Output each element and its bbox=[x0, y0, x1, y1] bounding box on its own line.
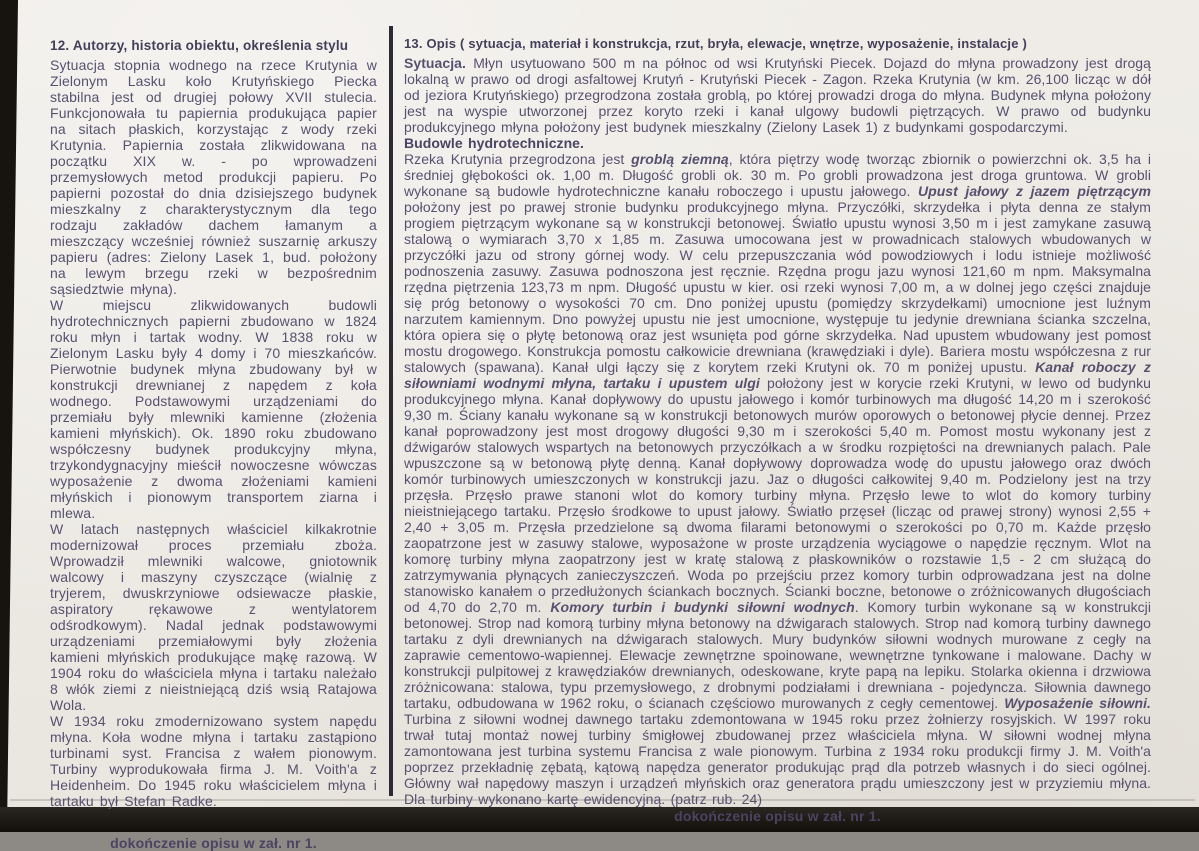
section-12-paragraph: W miejscu zlikwidowanych budowli hydrotechnicznych papierni zbudowano w 1824 roku młyn i tartak wodny. W 1838 roku w Zielonym Lasku były 4 domy i 70 mieszkańców. Pierwotnie budynek młyna zbudowany był w konstrukcji drewnianej z napędem z koła wodnego. Podstawowymi urządzeniami do przemiału były mlewniki kamienne (złożenia kamieni młyńskich). Ok. 1890 roku zbudowano współczesny budynek produkcyjny młyna, trzykondygnacyjny mieścił nowoczesne wówczas wyposażenie z dwoma złożeniami kamieni młyńskich i pionowym transportem ziarna i mlewa. bbox=[50, 297, 377, 521]
section-13-paragraph-sytuacja: Sytuacja. Młyn usytuowano 500 m na północ od wsi Krutyński Piecek. Dojazd do młyna prowadzony jest drogą lokalną w prawo od drogi asfaltowej Krutyń - Krutyński Piecek - Zagon. Rzeka Krutynia (w km. 26,100 licząc w dół od jeziora Krutyńskiego) przegrodzona została groblą, po której prowadzi droga do młyna. Budynek młyna położony jest na wyspie utworzonej przez koryto rzeki i kanał ulgowy budowli piętrzących. W prawo od budynku produkcyjnego młyna położony jest budynek mieszkalny (Zielony Lasek 1) z budynkami gospodarczymi. bbox=[404, 55, 1151, 135]
section-13-continuation-note: dokończenie opisu w zał. nr 1. bbox=[674, 808, 881, 824]
section-13-title: 13. Opis ( sytuacja, materiał i konstrukcja, rzut, bryła, elewacje, wnętrze, wyposażenie, instalacje ) bbox=[404, 36, 1027, 51]
section-12-continuation-note: dokończenie opisu w zał. nr 1. bbox=[110, 835, 317, 851]
section-13-description bbox=[404, 36, 1151, 824]
section-12-paragraph: W 1934 roku zmodernizowano system napędu młyna. Koła wodne młyna i tartaku zastąpiono turbinami syst. Francisa z wałem pionowym. Turbiny wyprodukowała firma J. M. Voith'a z Heidenheim. Do 1945 roku właścicielem młyna i tartaku był Stefan Radke. bbox=[50, 713, 377, 809]
section-12-authors-history bbox=[50, 38, 377, 851]
scan-edge-left bbox=[0, 0, 18, 832]
section-12-paragraph: W latach następnych właściciel kilkakrotnie modernizował proces przemiału zboża. Wprowadził mlewniki walcowe, gniotownik walcowy i maszyny czyszczące (wialnię z tryjerem, dwuskrzyniowe odsiewacze płaskie, aspiratory rękawowe z wentylatorem odśrodkowym). Nadal jednak podstawowymi urządzeniami przemiałowymi były złożenia kamieni młyńskich produkujące mąkę razową. W 1904 roku do właściciela młyna i tartaku należało 8 włók ziemi z nieistniejącą dziś wsią Ratajowa Wola. bbox=[50, 521, 377, 713]
section-13-subheading-budowle: Budowle hydrotechniczne. bbox=[404, 135, 584, 151]
section-13-paragraph-hydrotechnika: Rzeka Krutynia przegrodzona jest groblą ziemną, która piętrzy wodę tworząc zbiornik o powierzchni ok. 3,5 ha i średniej głębokości ok. 1,00 m. Długość grobli ok. 30 m. Po grobli prowadzona jest droga gruntowa. W grobli wykonane są budowle hydrotechniczne kanału roboczego i upustu jałowego. Upust jałowy z jazem piętrzącym położony jest po prawej stronie budynku produkcyjnego młyna. Przyczółki, skrzydełka i płyta denna ze stałym progiem piętrzącym wykonane są w konstrukcji betonowej. Światło upustu wynosi 3,50 m i jest zamykane zasuwą stalową o wymiarach 3,70 x 1,85 m. Zasuwa umocowana jest w prowadnicach stalowych wbudowanych w przyczółki jazu od strony górnej wody. W celu przepuszczania wód powodziowych i lodu istnieje możliwość podnoszenia zasuwy. Zasuwa podnoszona jest ręcznie. Rzędna progu jazu wynosi 121,60 m npm. Maksymalna rzędna piętrzenia 123,73 m npm. Długość upustu w kier. osi rzeki wynosi 7,00 m, a w dolnej jego części znajduje się próg betonowy o wysokości 70 cm. Dno poniżej upustu (pomiędzy skrzydełkami) umocnione jest luźnym narzutem kamiennym. Dno powyżej upustu nie jest umocnione, występuje tu jedynie drewniana ścianka szczelna, która opiera się o płytę betonową oraz jest wsunięta pod górne skrzydełka. Nad upustem wbudowany jest pomost mostu drogowego. Konstrukcja pomostu całkowicie drewniana (krawędziaki i dyle). Bariera mostu współczesna z rur stalowych (spawana). Kanał ulgi łączy się z korytem rzeki Krutyni ok. 70 m poniżej upustu. Kanał roboczy z siłowniami wodnymi młyna, tartaku i upustem ulgi położony jest w korycie rzeki Krutyni, w lewo od budynku produkcyjnego młyna. Kanał dopływowy do upustu jałowego i komór turbinowych ma długość 14,20 m i szerokość 9,30 m. Ściany kanału wykonane są w konstrukcji betonowych murów oporowych o betonowej płycie dennej. Przez kanał poprowadzony jest most drogowy długości 9,30 m i szerokości 5,40 m. Pomost mostu wykonany jest z dźwigarów stalowych wspartych na betonowych przyczółkach a w środku rozpiętości na drewnianych palach. Pale wpuszczone są w betonową płytę denną. Kanał dopływowy doprowadza wodę do upustu jałowego oraz dwóch komór turbinowych umieszczonych w konstrukcji jazu. Jaz o długości całkowitej 9,40 m. Podzielony jest na trzy przęsła. Przęsło prawe stanoni wlot do komory turbiny młyna. Przęsło lewe to wlot do komory turbiny nieistniejącego tartaku. Przęsło środkowe to upust jałowy. Światło przęseł (licząc od prawej strony) wynosi 2,55 + 2,40 + 3,05 m. Przęsła przedzielone są dwoma filarami betonowymi o szerokości po 0,70 m. Każde przęsło zaopatrzone jest w zasuwy stalowe, wyposażone w proste urządzenia wyciągowe o napędzie ręcznym. Wlot na komorę turbiny młyna zaopatrzony jest w kratę stalową z płaskowników o rozstawie 1,5 - 2 cm służącą do zatrzymywania płynących zanieczyszczeń. Woda po przejściu przez komory turbin odprowadzana jest na dolne stanowisko kanałem o przedłużonych ściankach bocznych. Ścianki boczne, betonowe o zróżnicowanych długościach od 4,70 do 2,70 m. Komory turbin i budynki siłowni wodnych. Komory turbin wykonane są w konstrukcji betonowej. Strop nad komorą turbiny młyna betonowy na dźwigarach stalowych. Strop nad komorą turbiny dawnego tartaku z dyli drewnianych na dźwigarach stalowych. Mury budynków siłowni wodnych murowane z cegły na zaprawie cementowo-wapiennej. Elewacje zewnętrzne spoinowane, wewnętrzne tynkowane i malowane. Dachy w konstrukcji pulpitowej z krawędziaków drewnianych, odeskowane, kryte papą na lepiku. Stolarka okienna i drzwiowa zróżnicowana: stalowa, typu przemysłowego, z drobnymi podziałami i drewniana - pojedyncza. Siłownia dawnego tartaku, odbudowana w 1962 roku, o ścianach częściowo murowanych z cegły cementowej. Wyposażenie siłowni. Turbina z siłowni wodnej dawnego tartaku zdemontowana w 1945 roku przez żołnierzy rosyjskich. W 1997 roku trwał tutaj montaż nowej turbiny śmigłowej zbudowanej przez właściciela młyna. W siłowni wodnej młyna zamontowana jest turbina systemu Francisa z wale pionowym. Turbina z 1934 roku produkcji firmy J. M. Voith'a poprzez przekładnię zębatą, kątową napędza generator produkując prąd dla potrzeb własnych i do sieci ogólnej. Główny wał napędowy maszyn i urządzeń młyńskich oraz generatora prądu umieszczony jest w przyziemiu młyna. Dla turbiny wykonano kartę ewidencyjną. (patrz rub. 24) bbox=[404, 151, 1152, 807]
column-divider bbox=[389, 26, 393, 796]
section-12-paragraph: Sytuacja stopnia wodnego na rzece Krutynia w Zielonym Lasku koło Krutyńskiego Piecka stabilna jest od drugiej połowy XVII stulecia. Funkcjonowała tu papiernia produkująca papier na sitach płaskich, korzystając z wody rzeki Krutynia. Papiernia została zlikwidowana na początku XIX w. - po wprowadzeni przemysłowych metod produkcji papieru. Po papierni pozostał do dnia dzisiejszego budynek mieszkalny z charakterystycznym dla tego rodzaju zakładów dachem łamanym a mieszczący wcześniej również suszarnię arkuszy papieru (adres: Zielony Lasek 1, bud. położony na lewym brzegu rzeki w bezpośrednim sąsiedztwie młyna). bbox=[50, 57, 377, 297]
section-12-title: 12. Autorzy, historia obiektu, określenia stylu bbox=[50, 38, 349, 53]
